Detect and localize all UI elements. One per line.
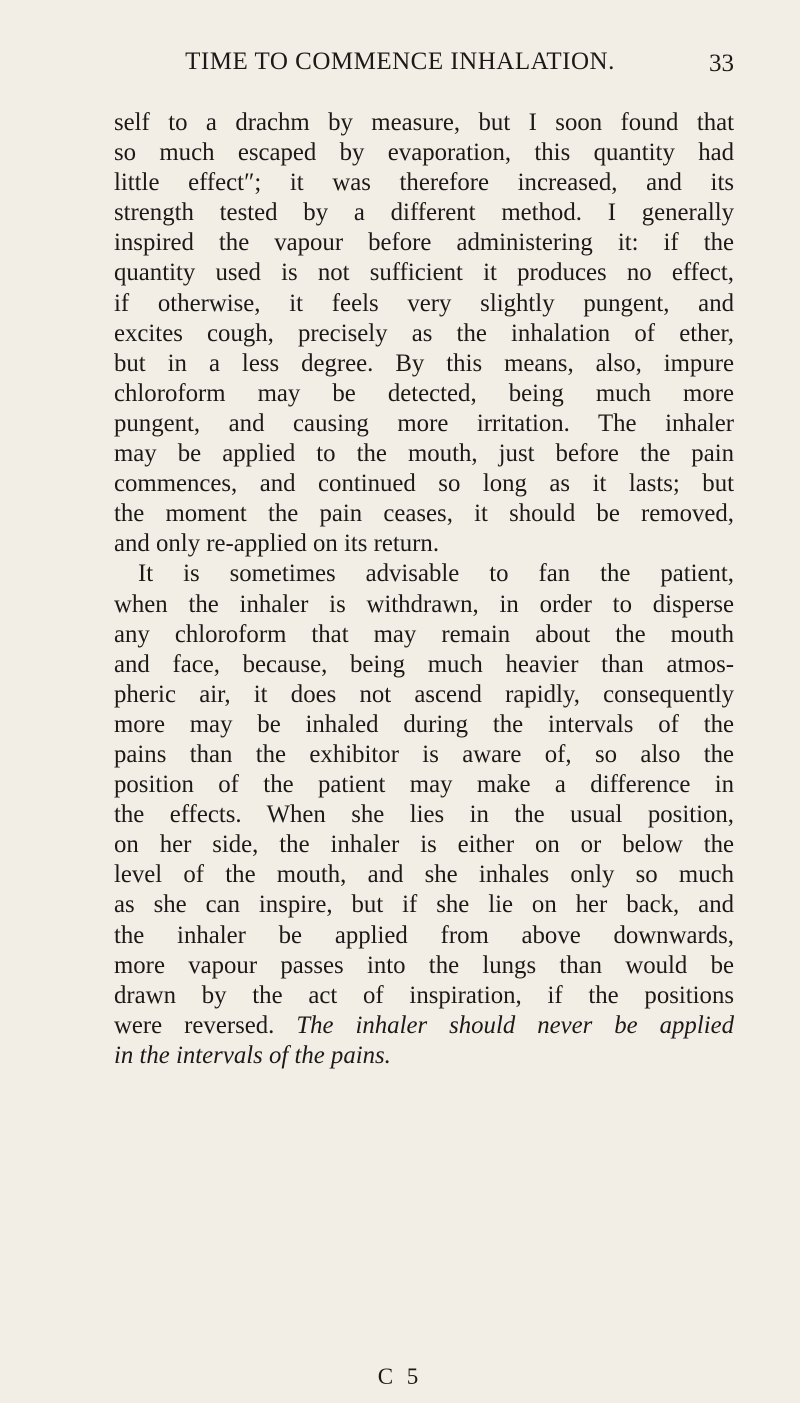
text-line: in the intervals of the pains. bbox=[114, 1041, 391, 1069]
text-line-mixed bbox=[114, 1011, 734, 1041]
text-line: more may be inhaled during the intervals of the bbox=[114, 710, 734, 738]
text-line: level of the mouth, and she inhales only so much bbox=[114, 861, 734, 889]
text-line: when the inhaler is withdrawn, in order to disperse bbox=[114, 590, 734, 618]
text-line: may be applied to the mouth, just before the pain bbox=[114, 440, 734, 468]
text-line: the moment the pain ceases, it should be removed, bbox=[114, 500, 734, 528]
text-line: the inhaler be applied from above downwards, bbox=[114, 921, 734, 949]
text-line: more vapour passes into the lungs than would be bbox=[114, 951, 734, 979]
text-line: self to a drachm by measure, but I soon found that bbox=[114, 109, 734, 136]
text-line: as she can inspire, but if she lie on her back, and bbox=[114, 891, 734, 919]
text-line: and face, because, being much heavier than atmos- bbox=[114, 650, 734, 678]
text-line: if otherwise, it feels very slightly pungent, and bbox=[114, 289, 734, 317]
roman-text: were reversed. bbox=[114, 1011, 275, 1039]
text-line: drawn by the act of inspiration, if the positions bbox=[114, 981, 734, 1009]
text-line: the effects. When she lies in the usual position, bbox=[114, 801, 734, 829]
text-line: on her side, the inhaler is either on or below the bbox=[114, 831, 734, 859]
text-line: commences, and continued so long as it lasts; but bbox=[114, 470, 734, 498]
text-line: pheric air, it does not ascend rapidly, consequently bbox=[114, 680, 734, 708]
running-title: TIME TO COMMENCE INHALATION. bbox=[185, 48, 615, 75]
italic-text: The inhaler should never be applied bbox=[296, 1011, 735, 1039]
text-line: little effect″; it was therefore increased, and its bbox=[114, 169, 734, 197]
text-line: position of the patient may make a difference in bbox=[114, 771, 734, 799]
text-line: excites cough, precisely as the inhalation of ether, bbox=[114, 319, 734, 347]
text-line: and only re-applied on its return. bbox=[114, 530, 440, 558]
text-line: strength tested by a different method. I generally bbox=[114, 199, 734, 227]
text-line: chloroform may be detected, being much more bbox=[114, 379, 734, 407]
page-number: 33 bbox=[709, 50, 734, 77]
text-line: inspired the vapour before administering it: if the bbox=[114, 229, 734, 257]
text-line: pungent, and causing more irritation. The inhaler bbox=[114, 409, 734, 437]
body-text bbox=[114, 108, 734, 1071]
text-line: so much escaped by evaporation, this quantity had bbox=[114, 139, 734, 167]
text-line: It is sometimes advisable to fan the patient, bbox=[138, 560, 734, 588]
text-line: quantity used is not sufficient it produces no effect, bbox=[114, 259, 734, 287]
text-line: pains than the exhibitor is aware of, so also the bbox=[114, 740, 734, 768]
signature-mark: C 5 bbox=[377, 1364, 423, 1389]
text-line: but in a less degree. By this means, also, impure bbox=[114, 349, 734, 377]
text-line: any chloroform that may remain about the mouth bbox=[114, 620, 734, 648]
